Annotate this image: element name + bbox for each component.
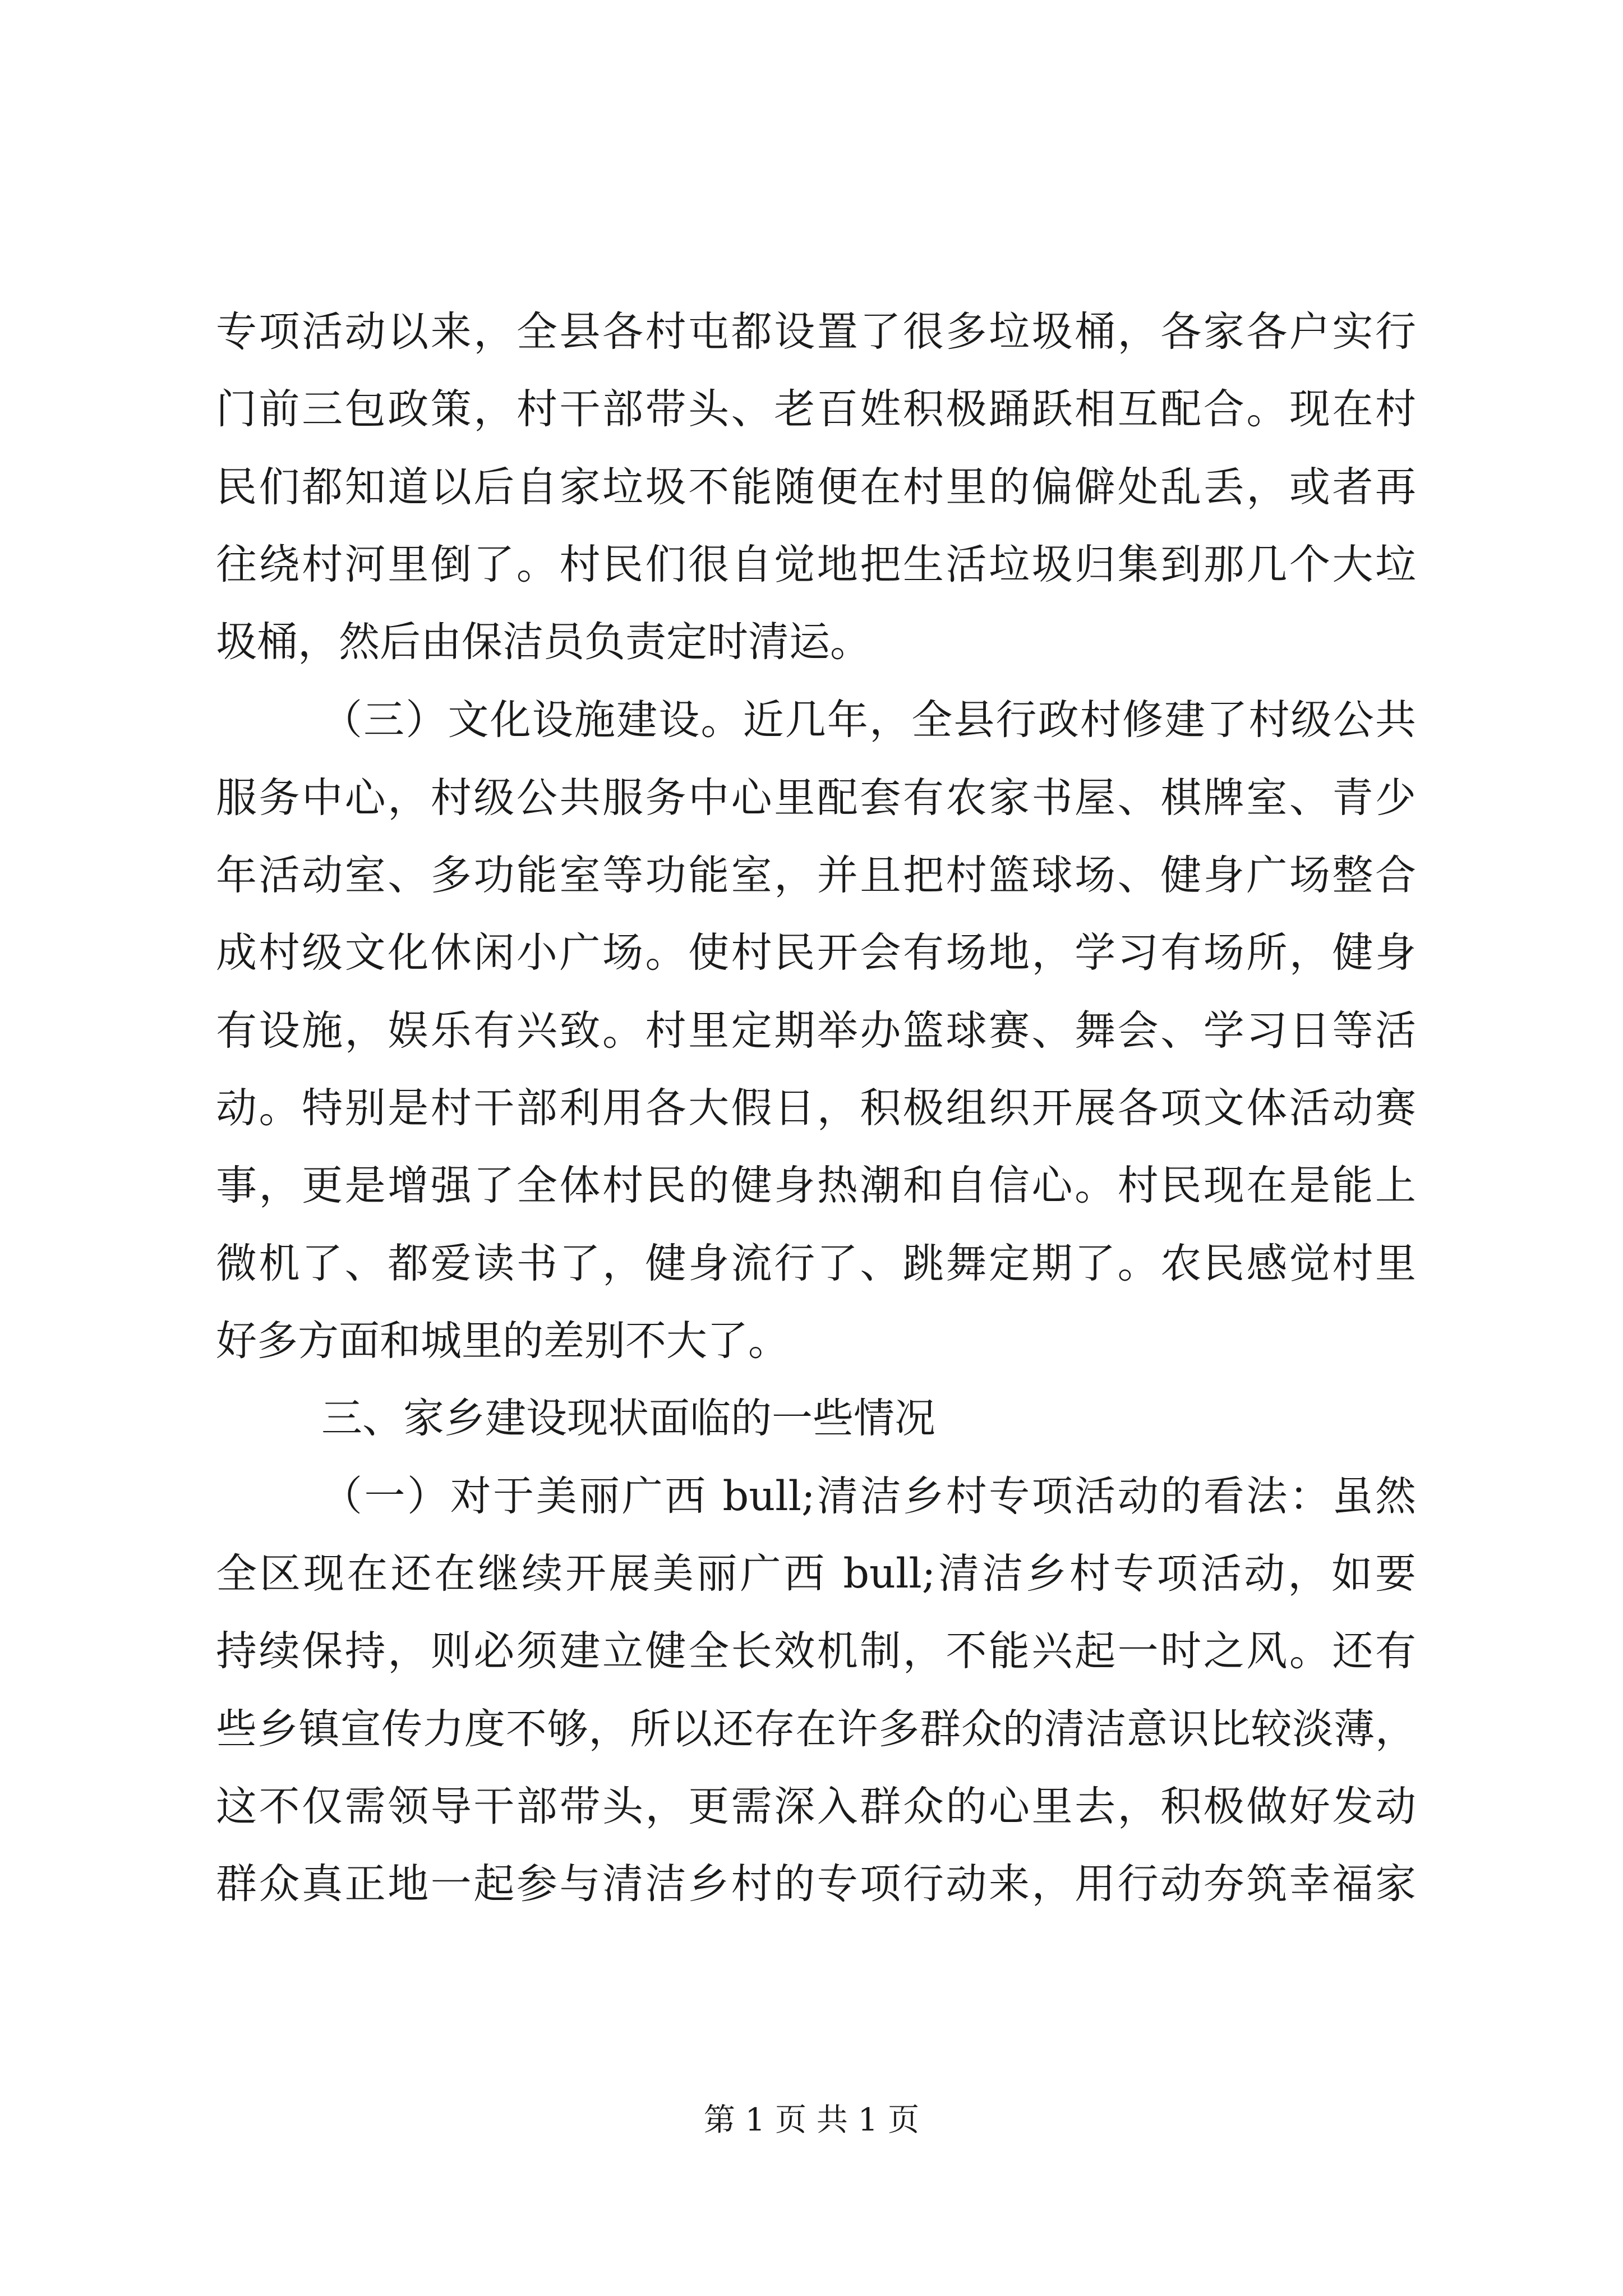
paragraph-line: 好多方面和城里的差别不大了。 [216,1317,789,1365]
section-heading: 三、家乡建设现状面临的一些情况 [321,1395,935,1442]
paragraph-line: 些乡镇宣传力度不够，所以还存在许多群众的清洁意识比较淡薄， [216,1705,1416,1753]
paragraph-line: 门前三包政策，村干部带头、老百姓积极踊跃相互配合。现在村 [216,385,1416,433]
paragraph-line: 这不仅需领导干部带头，更需深入群众的心里去，积极做好发动 [216,1783,1416,1830]
paragraph-line: 年活动室、多功能室等功能室，并且把村篮球场、健身广场整合 [216,852,1416,899]
paragraph-line: 微机了、都爱读书了，健身流行了、跳舞定期了。农民感觉村里 [216,1240,1416,1287]
page-footer: 第 1 页 共 1 页 [703,2102,920,2138]
paragraph-line: 全区现在还在继续开展美丽广西 bull;清洁乡村专项活动，如要 [216,1550,1416,1598]
paragraph-line: 成村级文化休闲小广场。使村民开会有场地，学习有场所，健身 [216,929,1416,977]
paragraph-line: 持续保持，则必须建立健全长效机制，不能兴起一时之风。还有 [216,1627,1416,1675]
paragraph-line: 服务中心，村级公共服务中心里配套有农家书屋、棋牌室、青少 [216,774,1416,822]
paragraph-line: 事，更是增强了全体村民的健身热潮和自信心。村民现在是能上 [216,1162,1416,1209]
paragraph-line: （三）文化设施建设。近几年，全县行政村修建了村级公共 [321,696,1416,744]
paragraph-line: 有设施，娱乐有兴致。村里定期举办篮球赛、舞会、学习日等活 [216,1007,1416,1055]
paragraph-line: 专项活动以来，全县各村屯都设置了很多垃圾桶，各家各户实行 [216,308,1416,356]
paragraph-line: （一）对于美丽广西 bull;清洁乡村专项活动的看法：虽然 [321,1473,1416,1520]
paragraph-line: 往绕村河里倒了。村民们很自觉地把生活垃圾归集到那几个大垃 [216,541,1416,588]
paragraph-line: 群众真正地一起参与清洁乡村的专项行动来，用行动夯筑幸福家 [216,1860,1416,1908]
paragraph-line: 动。特别是村干部利用各大假日，积极组织开展各项文体活动赛 [216,1084,1416,1132]
paragraph-line: 圾桶，然后由保洁员负责定时清运。 [216,618,871,666]
paragraph-line: 民们都知道以后自家垃圾不能随便在村里的偏僻处乱丢，或者再 [216,463,1416,511]
